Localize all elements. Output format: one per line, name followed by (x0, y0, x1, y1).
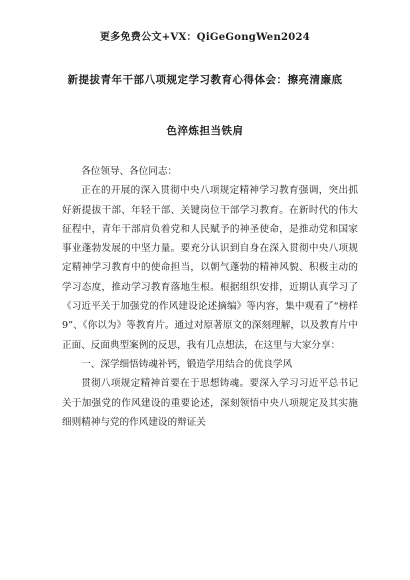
promo-banner: 更多免费公文+VX：QiGeGongWen2024 (99, 32, 311, 43)
document-title-line-1: 新提拔青年干部八项规定学习教育心得体会：擦亮清廉底 (67, 74, 343, 86)
salutation: 各位领导、各位同志： (81, 166, 178, 177)
body-paragraph: 贯彻八项规定精神首要在于思想铸魂。要深入学习习近平总书记关于加强党的作风建设的重要论述，深刻领悟中央八项规定及其实施细则精神与党的作风建设的辩证关 (62, 378, 358, 428)
document-title-line-2: 色淬炼担当铁肩 (166, 125, 244, 137)
document-body (62, 162, 358, 432)
body-paragraph: 正在的开展的深入贯彻中央八项规定精神学习教育强调，突出抓好新提拔干部、年轻干部、关键岗位干部学习教育。在新时代的伟大征程中，青年干部肩负着党和人民赋予的神圣使命，是推动党和国家事业蓬勃发展的中坚力量。要充分认识到自身在深入贯彻中央八项规定精神学习教育中的使命担当，以朝气蓬勃的精神风貌、积极主动的学习态度，推动学习教育落地生根。根据组织安排，近期认真学习了《习近平关于加强党的作风建设论述摘编》等内容，集中观看了“榜样9”、《你以为》等教育片。通过对原著原文的深刻理解，以及教育片中正面、反面典型案例的反思，我有几点想法，在这里与大家分享： (62, 185, 358, 351)
section-heading: 一、深学细悟铸魂补钙，锻造学用结合的优良学风 (81, 358, 293, 370)
